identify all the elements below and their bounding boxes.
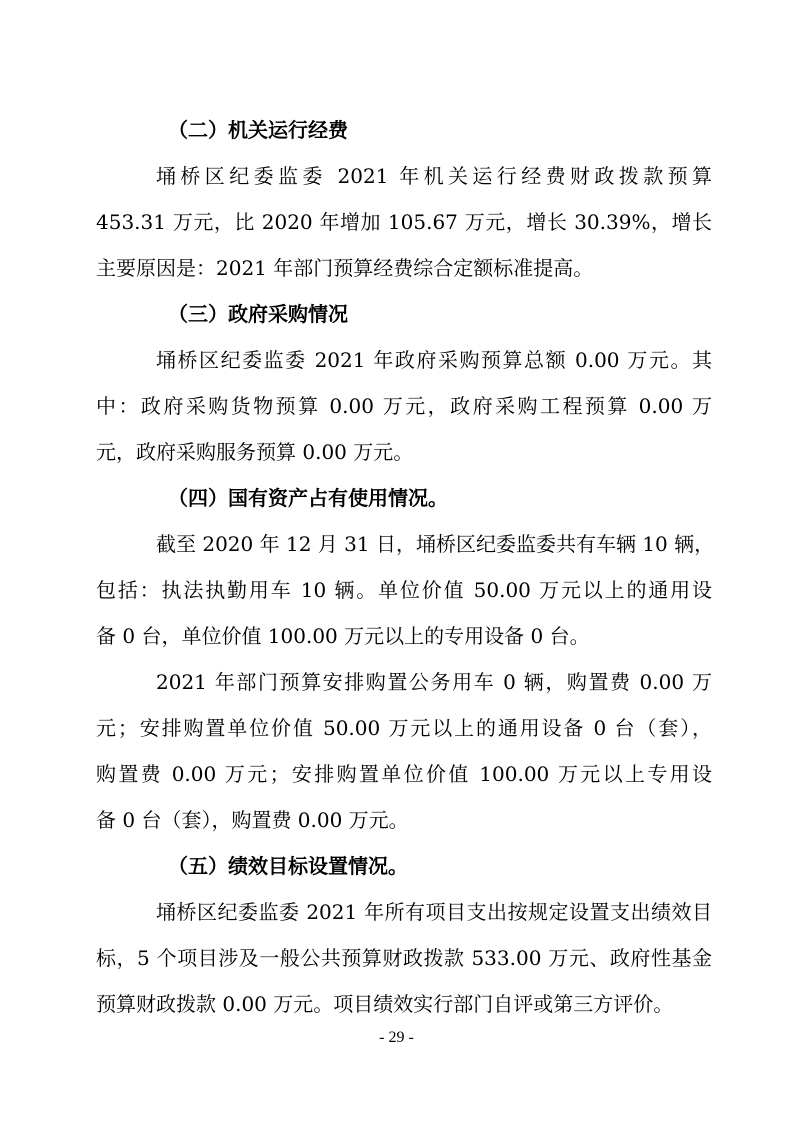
paragraph-state-assets-purchase [96, 659, 712, 843]
paragraph-line: 中：政府采购货物预算 0.00 万元，政府采购工程预算 0.00 万 [96, 394, 712, 418]
paragraph-line: 埇桥区纪委监委 2021 年机关运行经费财政拨款预算 [156, 164, 712, 188]
page-number: - 29 - [379, 1029, 414, 1046]
paragraph-line: 备 0 台（套），购置费 0.00 万元。 [96, 808, 409, 832]
paragraph-line: 埇桥区纪委监委 2021 年所有项目支出按规定设置支出绩效目 [156, 900, 712, 924]
paragraph-line: 2021 年部门预算安排购置公务用车 0 辆，购置费 0.00 万 [156, 670, 712, 694]
paragraph-line: 购置费 0.00 万元；安排购置单位价值 100.00 万元以上专用设 [96, 762, 712, 786]
paragraph-state-assets-vehicles [96, 521, 715, 659]
section-heading-operating-costs: （二）机关运行经费 [168, 118, 348, 142]
paragraph-operating-costs [96, 153, 712, 291]
paragraph-line: 包括：执法执勤用车 10 辆。单位价值 50.00 万元以上的通用设 [96, 578, 712, 602]
paragraph-line: 备 0 台，单位价值 100.00 万元以上的专用设备 0 台。 [96, 624, 590, 648]
section-heading-procurement: （三）政府采购情况 [168, 302, 348, 326]
paragraph-line: 截至 2020 年 12 月 31 日，埇桥区纪委监委共有车辆 10 辆， [156, 532, 715, 556]
paragraph-line: 主要原因是：2021 年部门预算经费综合定额标准提高。 [96, 256, 594, 280]
section-heading-performance-targets: （五）绩效目标设置情况。 [168, 854, 408, 878]
document-body [96, 107, 715, 1027]
paragraph-procurement [96, 337, 712, 475]
section-heading-state-assets: （四）国有资产占有使用情况。 [168, 486, 448, 510]
paragraph-line: 元，政府采购服务预算 0.00 万元。 [96, 440, 414, 464]
paragraph-line: 标，5 个项目涉及一般公共预算财政拨款 533.00 万元、政府性基金 [96, 946, 712, 970]
paragraph-line: 元；安排购置单位价值 50.00 万元以上的通用设备 0 台（套）， [96, 716, 712, 740]
paragraph-line: 453.31 万元，比 2020 年增加 105.67 万元，增长 30.39%，增长 [96, 210, 712, 234]
paragraph-line: 埇桥区纪委监委 2021 年政府采购预算总额 0.00 万元。其 [156, 348, 712, 372]
paragraph-line: 预算财政拨款 0.00 万元。项目绩效实行部门自评或第三方评价。 [96, 992, 674, 1016]
paragraph-performance-targets [96, 889, 712, 1027]
